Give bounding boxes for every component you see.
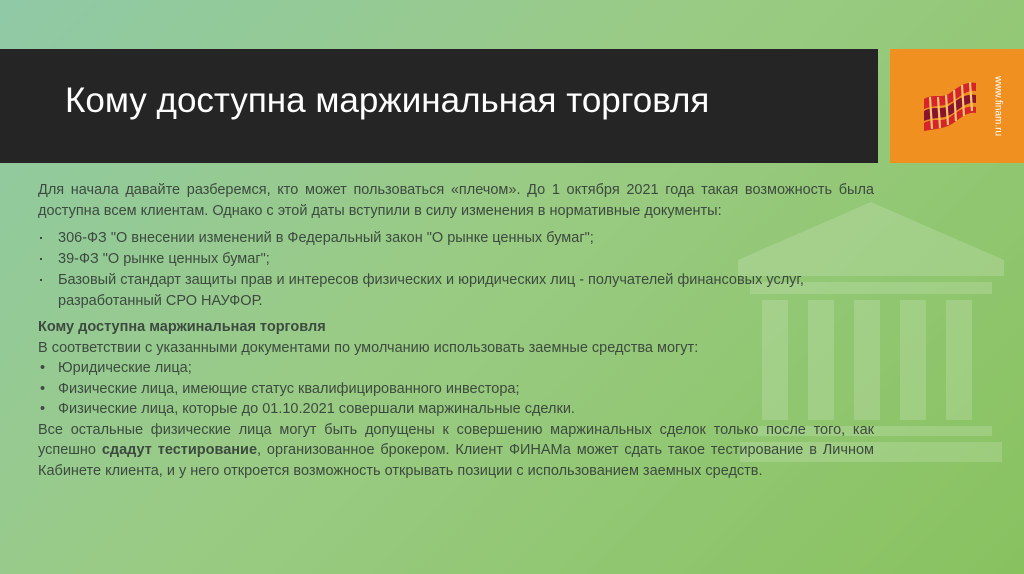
section-heading: Кому доступна маржинальная торговля — [38, 319, 326, 335]
list-item: • Физические лица, которые до 01.10.2021 совершали маржинальные сделки. — [38, 399, 874, 420]
list-item: Базовый стандарт защиты прав и интересов физических и юридических лиц - получателей финансовых услуг, разработанный СРО НАУФОР. — [38, 270, 874, 312]
list-item: 306-ФЗ "О внесении изменений в Федеральный закон "О рынке ценных бумаг"; — [38, 228, 874, 249]
intro-paragraph: Для начала давайте разберемся, кто может пользоваться «плечом». До 1 октября 2021 года такая возможность была доступна всем клиентам. Однако с этой даты вступили в силу изменения в нормативные документы: — [38, 182, 874, 219]
lead-paragraph: В соответствии с указанными документами по умолчанию использовать заемные средства могут: — [38, 339, 699, 356]
closing-paragraph — [38, 420, 874, 482]
slide-body — [38, 180, 874, 481]
emphasis-text: сдадут тестирование — [101, 442, 258, 458]
closing-text: Все остальные физические лица могут быть допущены к совершению маржинальных сделок только после того, как успешно — [38, 421, 874, 458]
closing-text: , организованное брокером. Клиент ФИНАМа может сдать такое тестирование в Личном Кабинете клиента, и у него откроется возможность открывать позиции с использованием заемных средств. — [38, 442, 874, 479]
list-item: 39-ФЗ "О рынке ценных бумаг"; — [38, 249, 874, 270]
list-item: • Физические лица, имеющие статус квалифицированного инвестора; — [38, 379, 874, 400]
finam-logo-icon — [920, 71, 980, 141]
logo-url-text: www.finam.ru — [992, 75, 1004, 137]
regulations-list — [38, 228, 874, 312]
slide-title: Кому доступна маржинальная торговля — [65, 81, 710, 120]
list-item: • Юридические лица; — [38, 358, 874, 379]
logo-panel — [890, 49, 1024, 163]
eligible-list — [38, 358, 874, 420]
